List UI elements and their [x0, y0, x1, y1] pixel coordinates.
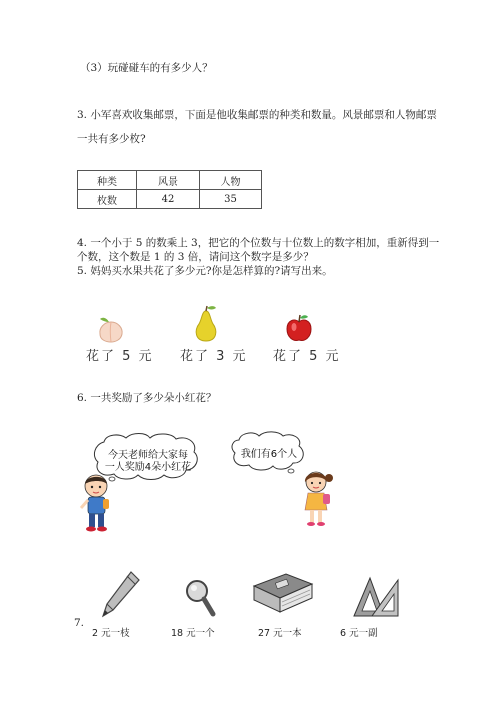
peach-caption: 花了 5 元: [86, 349, 154, 364]
table-cell: 35: [200, 190, 262, 209]
peach-icon: [96, 314, 126, 344]
bubble-left-line2: 一人奖励4朵小红花: [104, 462, 192, 473]
question-5: 5. 妈妈买水果共花了多少元?你是怎样算的?请写出来。: [77, 265, 333, 277]
book-icon: [252, 572, 314, 614]
stamp-table: [77, 170, 262, 209]
magnifier-price: 18 元一个: [171, 628, 215, 639]
boy-icon: [75, 472, 119, 534]
question-4-line1: 4. 一个小于 5 的数乘上 3，把它的个位数与十位数上的数字相加，重新得到一: [77, 237, 440, 249]
question-4-line2: 个数，这个数是 1 的 3 倍，请问这个数字是多少？: [77, 251, 314, 263]
question-3-sub: （3）玩碰碰车的有多少人？: [80, 62, 213, 74]
table-cell: 风景: [137, 171, 200, 190]
magnifier-icon: [183, 578, 217, 618]
table-cell: 42: [137, 190, 200, 209]
table-cell: 人物: [200, 171, 262, 190]
question-3-line2: 一共有多少枚?: [77, 133, 146, 145]
table-row: [78, 171, 262, 190]
apple-caption: 花了 5 元: [273, 349, 341, 364]
table-row: [78, 190, 262, 209]
girl-icon: [296, 468, 336, 530]
bubble-right-text: 我们有6个人: [240, 449, 298, 460]
apple-icon: [285, 313, 313, 343]
set-square-icon: [350, 574, 402, 620]
pear-caption: 花了 3 元: [180, 349, 248, 364]
table-cell: 种类: [78, 171, 137, 190]
table-cell: 枚数: [78, 190, 137, 209]
book-price: 27 元一本: [258, 628, 302, 639]
bubble-left-line1: 今天老师给大家每: [108, 450, 188, 461]
pencil-price: 2 元一枝: [92, 628, 130, 639]
question-7-number: 7.: [74, 617, 85, 629]
question-3-line1: 3. 小军喜欢收集邮票，下面是他收集邮票的种类和数量。风景邮票和人物邮票: [77, 109, 437, 121]
pencil-icon: [99, 570, 141, 618]
question-6: 6. 一共奖励了多少朵小红花？: [77, 392, 217, 404]
set-square-price: 6 元一副: [340, 628, 378, 639]
pear-icon: [192, 305, 220, 343]
